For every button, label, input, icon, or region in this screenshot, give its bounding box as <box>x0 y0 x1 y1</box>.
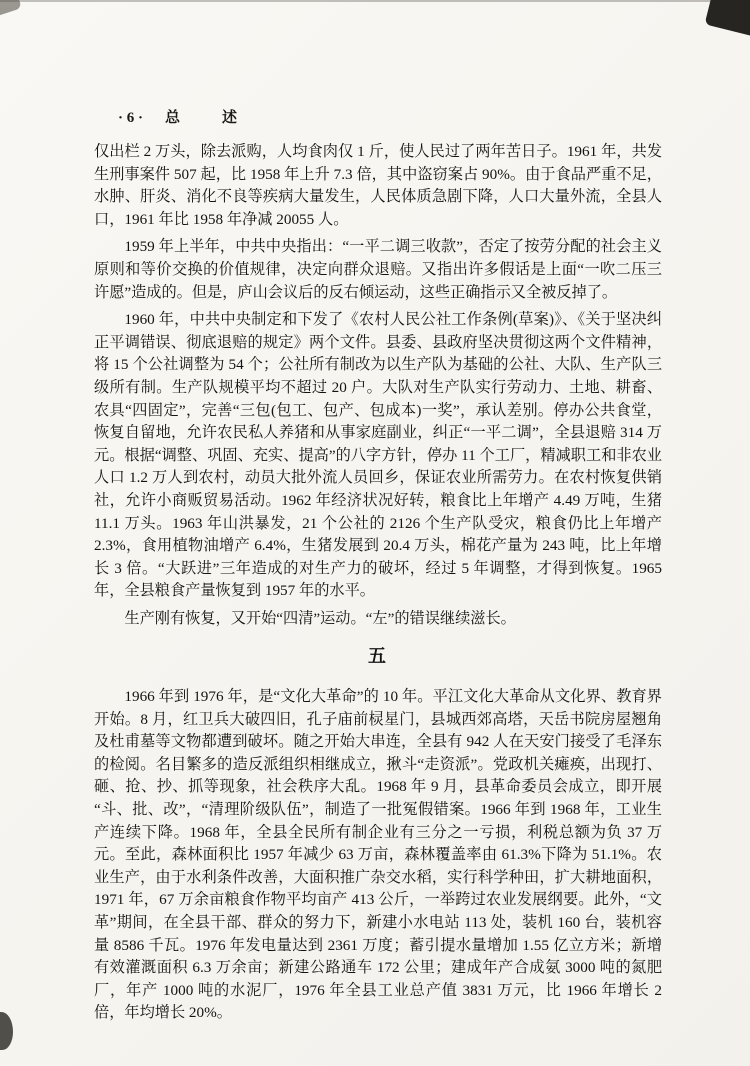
scan-artifact-corner-top-left <box>0 0 22 19</box>
page-header <box>118 106 251 127</box>
paragraph-cultural-revolution: 1966 年到 1976 年，是“文化大革命”的 10 年。平江文化大革命从文化界、教育界开始。8 月，红卫兵大破四旧，孔子庙前棂星门，县城西郊高塔，天岳书院房屋翘角及杜甫墓等文物都遭到破坏。随之开始大串连，全县有 942 人在天安门接受了毛泽东的检阅。名目繁多的造反派组织相继成立，揪斗“走资派”。党政机关瘫痪，出现打、砸、抢、抄、抓等现象，社会秩序大乱。1968 年 9 月，县革命委员会成立，即开展“斗、批、改”，“清理阶级队伍”，制造了一批冤假错案。1966 年到 1968 年，工业生产连续下降。1968 年，全县全民所有制企业有三分之一亏损，利税总额为负 37 万元。至此，森林面积比 1957 年减少 63 万亩，森林覆盖率由 61.3%下降为 51.1%。农业生产，由于水利条件改善，大面积推广杂交水稻，实行科学种田，扩大耕地面积，1971 年，67 万余亩粮食作物平均亩产 413 公斤，一举跨过农业发展纲要。此外，“文革”期间，在全县干部、群众的努力下，新建小水电站 113 处，装机 160 台，装机容量 8586 千瓦。1976 年发电量达到 2361 万度；蓄引提水量增加 1.55 亿立方米；新增有效灌溉面积 6.3 万余亩；新建公路通车 172 公里；建成年产合成氨 3000 吨的氮肥厂，年产 1000 吨的水泥厂，1976 年全县工业总产值 3831 万元，比 1966 年增长 2 倍，年均增长 20%。 <box>94 688 662 1022</box>
paragraph-1960: 1960 年，中共中央制定和下发了《农村人民公社工作条例(草案)》、《关于坚决纠正平调错误、彻底退赔的规定》两个文件。县委、县政府坚决贯彻这两个文件精神，将 15 个公社调整为 54 个；公社所有制改为以生产队为基础的公社、大队、生产队三级所有制。生产队规模平均不超过 20 户。大队对生产队实行劳动力、土地、耕畜、农具“四固定”，完善“三包(包工、包产、包成本)一奖”，承认差别。停办公共食堂，恢复自留地，允许农民私人养猪和从事家庭副业，纠正“一平二调”，全县退赔 314 万元。根据“调整、巩固、充实、提高”的八字方针，停办 11 个工厂，精减职工和非农业人口 1.2 万人到农村，动员大批外流人员回乡，保证农业所需劳力。在农村恢复供销社，允许小商贩贸易活动。1962 年经济状况好转，粮食比上年增产 4.49 万吨，生猪 11.1 万头。1963 年山洪暴发，21 个公社的 2126 个生产队受灾，粮食仍比上年增产 2.3%，食用植物油增产 6.4%，生猪发展到 20.4 万头，棉花产量为 243 吨，比上年增长 3 倍。“大跃进”三年造成的对生产力的破坏，经过 5 年调整，才得到恢复。1965 年，全县粮食产量恢复到 1957 年的水平。 <box>94 311 662 600</box>
scan-artifact-smudge-bottom-left <box>0 1012 13 1050</box>
paragraph-siqing: 生产刚有恢复，又开始“四清”运动。“左”的错误继续滋长。 <box>124 609 516 627</box>
paragraph-1959: 1959 年上半年，中共中央指出：“一平二调三收款”，否定了按劳分配的社会主义原则和等价交换的价值规律，决定向群众退赔。又指出许多假话是上面“一吹二压三许愿”造成的。但是，庐山会议后的反右倾运动，这些正确指示又全被反掉了。 <box>94 238 662 301</box>
running-title: 总 述 <box>165 110 251 126</box>
section-heading: 五 <box>368 646 388 667</box>
page-number: · 6 · <box>118 110 144 126</box>
scan-artifact-top-edge <box>0 0 750 2</box>
scan-artifact-corner-top-right <box>705 0 750 38</box>
paragraph-continuation: 仅出栏 2 万头，除去派购，人均食肉仅 1 斤，使人民过了两年苦日子。1961 年，共发生刑事案件 507 起，比 1958 年上升 7.3 倍，其中盗窃案占 90%。由于食品严重不足，水肿、肝炎、消化不良等疾病大量发生，人民体质急剧下降，人口大量外流，全县人口，1961 年比 1958 年净减 20055 人。 <box>94 143 662 228</box>
page-body <box>94 141 662 1030</box>
